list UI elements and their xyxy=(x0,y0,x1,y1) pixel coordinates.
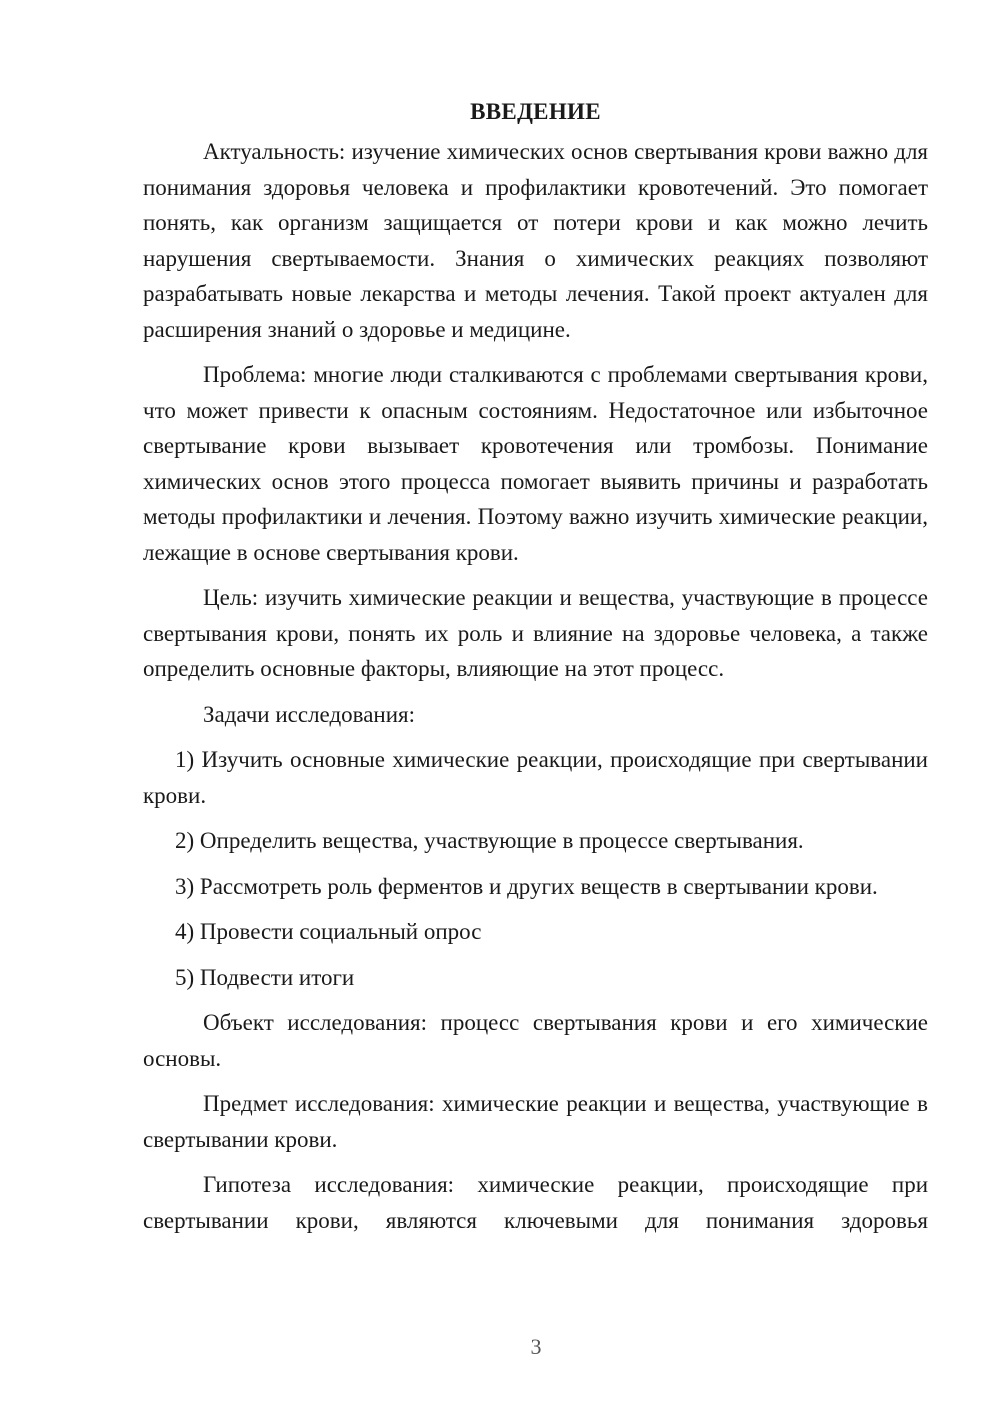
task-item-5: 5) Подвести итоги xyxy=(175,964,355,990)
page-number: 3 xyxy=(530,1334,542,1359)
page-title: ВВЕДЕНИЕ xyxy=(470,99,601,124)
paragraph-relevance: Актуальность: изучение химических основ свертывания крови важно для понимания здоровья человека и профилактики кровотечений. Это помогает понять, как организм защищается от потери крови и как можно лечить нарушения свертываемости. Знания о химических реакциях позволяют разрабатывать новые лекарства и методы лечения. Такой проект актуален для расширения знаний о здоровье и медицине. xyxy=(143,139,928,342)
page-content xyxy=(143,98,928,1248)
paragraph-hypothesis: Гипотеза исследования: химические реакции, происходящие при свертывании крови, являются ключевыми для понимания здоровья xyxy=(143,1172,928,1233)
tasks-heading: Задачи исследования: xyxy=(203,701,416,727)
paragraph-problem: Проблема: многие люди сталкиваются с проблемами свертывания крови, что может привести к опасным состояниям. Недостаточное или избыточное свертывание крови вызывает кровотечения или тромбозы. Понимание химических основ этого процесса помогает выявить причины и разработать методы профилактики и лечения. Поэтому важно изучить химические реакции, лежащие в основе свертывания крови. xyxy=(143,362,928,565)
paragraph-subject: Предмет исследования: химические реакции и вещества, участвующие в свертывании крови. xyxy=(143,1091,928,1152)
task-item-1: 1) Изучить основные химические реакции, происходящие при свертывании крови. xyxy=(143,747,928,808)
task-item-2: 2) Определить вещества, участвующие в процессе свертывания. xyxy=(175,828,804,853)
paragraph-object: Объект исследования: процесс свертывания крови и его химические основы. xyxy=(143,1010,928,1071)
task-item-4: 4) Провести социальный опрос xyxy=(175,919,482,944)
task-item-3: 3) Рассмотреть роль ферментов и других веществ в свертывании крови. xyxy=(175,873,878,899)
paragraph-goal: Цель: изучить химические реакции и вещества, участвующие в процессе свертывания крови, понять их роль и влияние на здоровье человека, а также определить основные факторы, влияющие на этот процесс. xyxy=(143,585,928,681)
